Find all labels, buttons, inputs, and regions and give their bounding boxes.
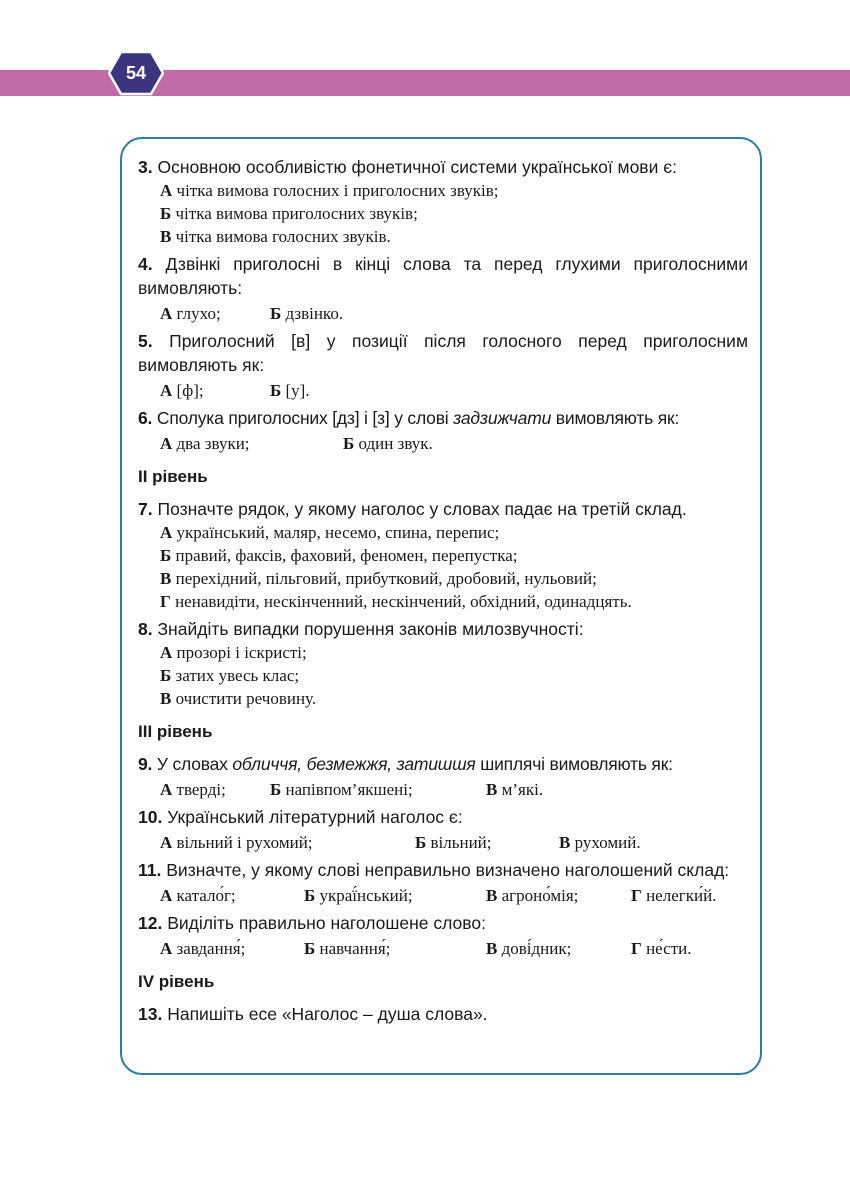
option: А два звуки;	[160, 434, 250, 453]
option: В чітка вимова голосних звуків.	[160, 227, 391, 246]
option-row	[138, 778, 748, 801]
question-text: Український літературний наголос є:	[167, 807, 463, 827]
option-row	[138, 379, 748, 402]
level-heading: IV рівень	[138, 972, 215, 991]
option: А прозорі і іскристі;	[160, 643, 307, 662]
option: А катало́г;	[160, 886, 236, 905]
question-5	[138, 329, 748, 377]
question-11	[138, 858, 748, 882]
question-italic-words: обличчя, безмежжя, затишшя	[232, 754, 476, 774]
question-text: Приголосний [в] у позиції після голосного перед приголосним вимовляють як:	[138, 331, 748, 375]
option: Б напівпом’якшені;	[270, 780, 413, 799]
question-number: 12.	[138, 913, 163, 933]
option: В очистити речовину.	[160, 689, 317, 708]
question-text: У словах	[156, 754, 233, 774]
question-12	[138, 911, 748, 935]
question-number: 9.	[138, 754, 153, 774]
option: Б дзвінко.	[270, 304, 344, 323]
option-row	[138, 884, 748, 907]
question-13	[138, 1002, 748, 1026]
option-row	[138, 831, 748, 854]
question-number: 6.	[138, 408, 153, 428]
option: А тверді;	[160, 780, 226, 799]
option: Б [у].	[270, 381, 310, 400]
option: А український, маляр, несемо, спина, перепис;	[160, 523, 500, 542]
question-text: Виділіть правильно наголошене слово:	[167, 913, 486, 933]
option: А вільний і рухомий;	[160, 833, 313, 852]
question-number: 8.	[138, 619, 153, 639]
exercise-content	[138, 155, 748, 1026]
question-number: 13.	[138, 1004, 163, 1024]
option-row	[138, 432, 748, 455]
level-heading: ІІІ рівень	[138, 722, 213, 741]
option: Г ненавидіти, нескінченний, нескінчений, обхідний, одинадцять.	[160, 592, 632, 611]
question-number: 5.	[138, 331, 153, 351]
question-text: Визначте, у якому слові неправильно визначено наголошений склад:	[166, 860, 730, 880]
option: В рухомий.	[559, 833, 641, 852]
option: В дові́дник;	[486, 939, 572, 958]
question-text: Сполука приголосних [дз] і [з] у слові	[156, 408, 454, 428]
option: В агроно́мія;	[486, 886, 579, 905]
option: Б правий, факсів, фаховий, феномен, перепустка;	[160, 546, 518, 565]
question-4	[138, 252, 748, 300]
question-6: 6. Сполука приголосних [дз] і [з] у слові задзижчати вимовляють як:	[138, 408, 680, 428]
level-heading: ІІ рівень	[138, 467, 208, 486]
option: Б чітка вимова приголосних звуків;	[160, 204, 418, 223]
question-7	[138, 497, 748, 521]
option-row	[138, 302, 748, 325]
option: Б украї́нський;	[304, 886, 413, 905]
option: А чітка вимова голосних і приголосних звуків;	[160, 181, 499, 200]
question-3	[138, 155, 748, 179]
question-text: Напишіть есе «Наголос – душа слова».	[167, 1004, 488, 1024]
question-9: 9. У словах обличчя, безмежжя, затишшя шиплячі вимовляють як:	[138, 754, 673, 774]
question-text: Позначте рядок, у якому наголос у словах падає на третій склад.	[157, 499, 687, 519]
question-number: 10.	[138, 807, 163, 827]
question-number: 3.	[138, 157, 153, 177]
question-text: Дзвінкі приголосні в кінці слова та перед глухими приголосними вимовляють:	[138, 254, 748, 298]
option: В м’які.	[486, 780, 544, 799]
option: Г нелегки́й.	[631, 886, 717, 905]
question-text: Основною особливістю фонетичної системи української мови є:	[157, 157, 678, 177]
page-number: 54	[125, 63, 147, 83]
question-number: 4.	[138, 254, 153, 274]
option-row	[138, 937, 748, 960]
option: В перехідний, пільговий, прибутковий, дробовий, нульовий;	[160, 569, 597, 588]
page-number-badge	[108, 50, 164, 96]
option: А [ф];	[160, 381, 204, 400]
question-10	[138, 805, 748, 829]
question-number: 7.	[138, 499, 153, 519]
option: Б затих увесь клас;	[160, 666, 300, 685]
question-number: 11.	[138, 860, 162, 880]
option: А завдання́;	[160, 939, 246, 958]
option: Б вільний;	[415, 833, 492, 852]
option: Б навчання́;	[304, 939, 391, 958]
option: Б один звук.	[343, 434, 433, 453]
question-italic-word: задзижчати	[453, 408, 552, 428]
question-8	[138, 617, 748, 641]
option: А глухо;	[160, 304, 221, 323]
option: Г не́сти.	[631, 939, 692, 958]
question-text: Знайдіть випадки порушення законів милозвучності:	[157, 619, 584, 639]
